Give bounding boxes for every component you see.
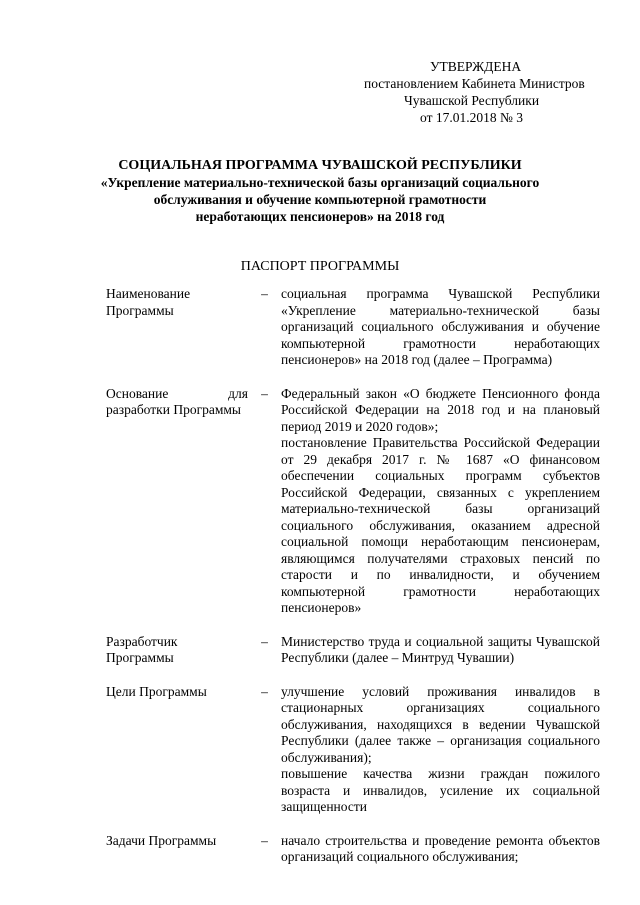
- passport-heading: ПАСПОРТ ПРОГРАММЫ: [240, 259, 400, 274]
- row-dash: –: [261, 832, 268, 848]
- row-paragraph: улучшение условий проживания инвалидов в стационарных организациях социального обслуживания, находящихся в ведении Чувашской Республики (далее также – организация социального обслуживания);: [281, 683, 600, 765]
- row-dash: –: [261, 683, 268, 699]
- row-paragraph: начало строительства и проведение ремонта объектов организаций социального обслуживания;: [281, 832, 600, 864]
- row-paragraph: постановление Правительства Российской Федерации от 29 декабря 2017 г. № 1687 «О финансовом обеспечении социальных программ субъектов Российской Федерации, связанных с укреплением материально-технической базы организаций социального обслуживания, оказанием адресной социальной помощи неработающим пенсионерам, являющимся получателями страховых пенсий по старости и по инвалидности, и обучением компьютерной грамотности неработающих пенсионеров»: [281, 435, 600, 615]
- row-label: Задачи Программы: [106, 832, 217, 848]
- row-label: Наименование Программы: [106, 286, 191, 318]
- passport-row-goals: [106, 684, 600, 816]
- title-line-1: СОЦИАЛЬНАЯ ПРОГРАММА ЧУВАШСКОЙ РЕСПУБЛИКИ: [118, 158, 522, 173]
- row-paragraph: социальная программа Чувашской Республики «Укрепление материально-технической базы организаций социального обслуживания и обучение компьютерной грамотности неработающих пенсионеров» на 2018 год (далее – Программа): [281, 286, 600, 367]
- row-value: [281, 634, 600, 667]
- row-dash: –: [261, 385, 268, 401]
- approval-stamp: [300, 58, 600, 126]
- row-value: [281, 386, 600, 617]
- row-paragraph: Министерство труда и социальной защиты Чувашской Республики (далее – Минтруд Чувашии): [281, 633, 600, 665]
- document-title: [80, 157, 560, 225]
- passport-table: [106, 286, 600, 866]
- row-value: [281, 833, 600, 866]
- title-line-2: «Укрепление материально-технической базы организаций социального: [100, 175, 540, 190]
- approval-title: УТВЕРЖДЕНА: [430, 59, 522, 74]
- row-dash: –: [261, 633, 268, 649]
- row-paragraph: Федеральный закон «О бюджете Пенсионного фонда Российской Федерации на 2018 год и на плановый период 2019 и 2020 годов»;: [281, 385, 600, 434]
- title-line-3: обслуживания и обучение компьютерной грамотности: [153, 192, 487, 207]
- passport-row-name: [106, 286, 600, 369]
- row-dash: –: [261, 286, 268, 301]
- row-value: [281, 684, 600, 816]
- row-label: Разработчик Программы: [106, 633, 178, 665]
- approval-date-number: от 17.01.2018 № 3: [420, 110, 523, 125]
- title-line-4: неработающих пенсионеров» на 2018 год: [195, 209, 445, 224]
- row-value: [281, 286, 600, 369]
- row-label: Цели Программы: [106, 683, 207, 699]
- approval-issuer: постановлением Кабинета Министров: [364, 76, 585, 91]
- passport-row-developer: [106, 634, 600, 667]
- passport-row-tasks: [106, 833, 600, 866]
- row-label: Основание для разработки Программы: [106, 385, 248, 417]
- approval-republic: Чувашской Республики: [404, 93, 540, 108]
- passport-row-basis: [106, 386, 600, 617]
- row-paragraph: повышение качества жизни граждан пожилого возраста и инвалидов, усиление их социальной защищенности: [281, 766, 600, 814]
